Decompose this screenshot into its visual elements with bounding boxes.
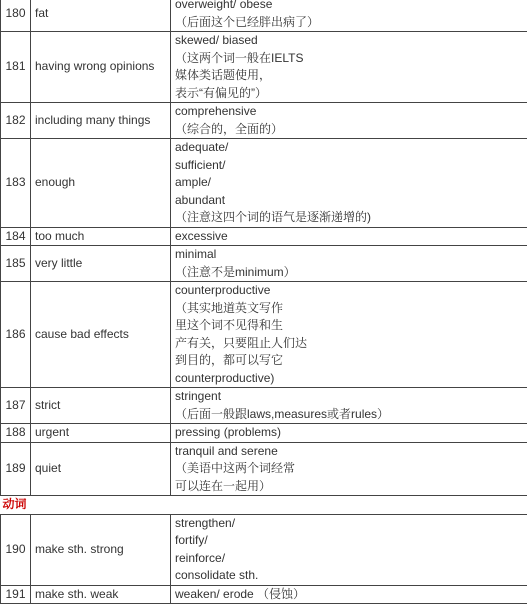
plain-word: fat <box>31 0 171 32</box>
row-number: 189 <box>1 442 31 496</box>
table-row <box>1 0 527 32</box>
definition-line: 产有关，只要阻止人们达 <box>175 335 523 353</box>
row-number: 184 <box>1 227 31 246</box>
table-row <box>1 32 527 103</box>
definition-line: 到目的，都可以写它 <box>175 352 523 370</box>
advanced-vocabulary <box>171 514 527 585</box>
row-number: 187 <box>1 388 31 424</box>
definition-line: （后面这个已经胖出病了） <box>175 14 523 32</box>
table-row <box>1 424 527 443</box>
plain-word: having wrong opinions <box>31 32 171 103</box>
plain-word: enough <box>31 139 171 228</box>
advanced-vocabulary <box>171 442 527 496</box>
row-number: 191 <box>1 585 31 604</box>
section-heading-group <box>1 496 527 515</box>
advanced-vocabulary <box>171 0 527 32</box>
definition-line: fortify/ <box>175 532 523 550</box>
definition-line: 里这个词不见得和生 <box>175 317 523 335</box>
plain-word: including many things <box>31 103 171 139</box>
table-row <box>1 282 527 388</box>
row-number: 190 <box>1 514 31 585</box>
definition-line: tranquil and serene <box>175 443 523 461</box>
advanced-vocabulary <box>171 424 527 443</box>
row-number: 180 <box>1 0 31 32</box>
section-heading-row <box>1 496 527 515</box>
verb-rows <box>1 514 527 604</box>
section-heading: 动词 <box>1 496 527 515</box>
definition-line: comprehensive <box>175 103 523 121</box>
plain-word: quiet <box>31 442 171 496</box>
definition-line: stringent <box>175 388 523 406</box>
row-number: 188 <box>1 424 31 443</box>
definition-line: overweight/ obese <box>175 0 523 14</box>
definition-line: （注意这四个词的语气是逐渐递增的) <box>175 209 523 227</box>
definition-line: 表示“有偏见的”） <box>175 85 523 103</box>
advanced-vocabulary <box>171 388 527 424</box>
definition-line: abundant <box>175 192 523 210</box>
advanced-vocabulary <box>171 585 527 604</box>
row-number: 185 <box>1 246 31 282</box>
row-number: 183 <box>1 139 31 228</box>
row-number: 182 <box>1 103 31 139</box>
definition-line: minimal <box>175 246 523 264</box>
definition-line: skewed/ biased <box>175 32 523 50</box>
definition-line: ample/ <box>175 174 523 192</box>
table-row <box>1 585 527 604</box>
definition-line: counterproductive <box>175 282 523 300</box>
definition-line: （美语中这两个词经常 <box>175 460 523 478</box>
definition-line: （综合的，全面的） <box>175 121 523 139</box>
plain-word: make sth. weak <box>31 585 171 604</box>
plain-word: urgent <box>31 424 171 443</box>
advanced-vocabulary <box>171 139 527 228</box>
definition-line: weaken/ erode （侵蚀） <box>175 586 523 604</box>
table-row <box>1 139 527 228</box>
definition-line: pressing (problems) <box>175 424 523 442</box>
definition-line: reinforce/ <box>175 550 523 568</box>
table-row <box>1 103 527 139</box>
advanced-vocabulary <box>171 103 527 139</box>
definition-line: sufficient/ <box>175 157 523 175</box>
advanced-vocabulary <box>171 246 527 282</box>
plain-word: very little <box>31 246 171 282</box>
plain-word: cause bad effects <box>31 282 171 388</box>
table-row <box>1 514 527 585</box>
definition-line: 可以连在一起用） <box>175 478 523 496</box>
definition-line: counterproductive) <box>175 370 523 388</box>
advanced-vocabulary <box>171 282 527 388</box>
definition-line: consolidate sth. <box>175 567 523 585</box>
plain-word: make sth. strong <box>31 514 171 585</box>
definition-line: （注意不是minimum） <box>175 264 523 282</box>
plain-word: strict <box>31 388 171 424</box>
advanced-vocabulary <box>171 32 527 103</box>
table-row <box>1 442 527 496</box>
definition-line: adequate/ <box>175 139 523 157</box>
definition-line: excessive <box>175 228 523 246</box>
advanced-vocabulary <box>171 227 527 246</box>
definition-line: 媒体类话题使用， <box>175 67 523 85</box>
table-row <box>1 227 527 246</box>
table-row <box>1 388 527 424</box>
table-row <box>1 246 527 282</box>
definition-line: （其实地道英文写作 <box>175 300 523 318</box>
definition-line: （后面一般跟laws,measures或者rules） <box>175 406 523 424</box>
adjective-rows <box>1 0 527 496</box>
plain-word: too much <box>31 227 171 246</box>
definition-line: strengthen/ <box>175 515 523 533</box>
row-number: 181 <box>1 32 31 103</box>
row-number: 186 <box>1 282 31 388</box>
definition-line: （这两个词一般在IELTS <box>175 50 523 68</box>
